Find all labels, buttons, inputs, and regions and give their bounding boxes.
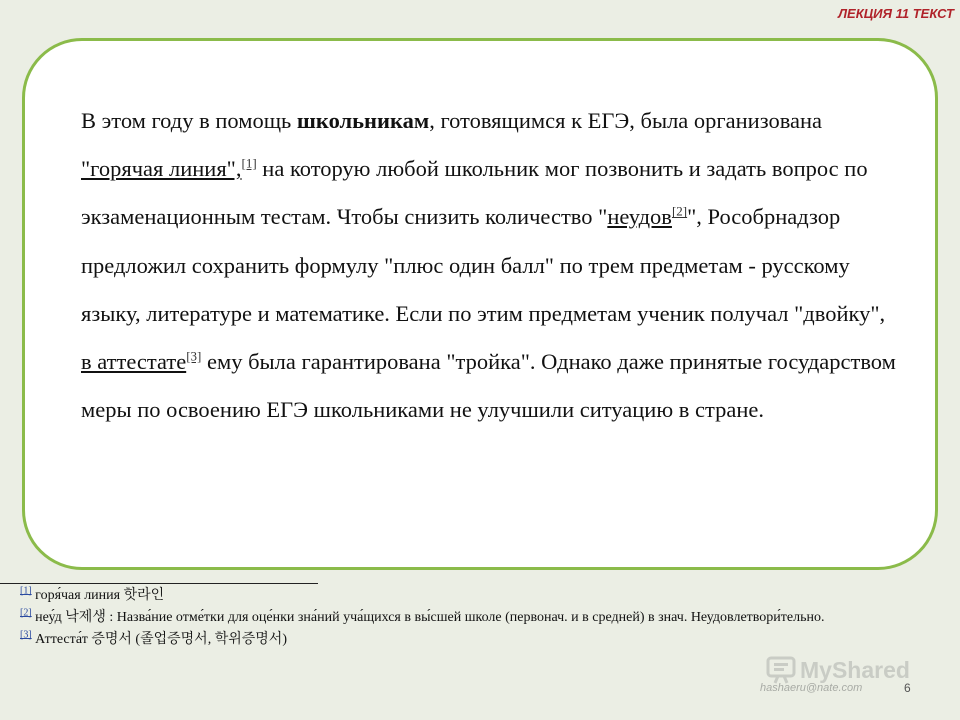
neud-link[interactable]: неудов — [607, 204, 672, 230]
author-email: hashaeru@nate.com — [760, 682, 863, 694]
footnote-ref-3[interactable] — [186, 349, 201, 364]
text-part-4: ", Рособрнадзор предложил сохранить формулу "плюс один балл" по трем предметам - русскому языку, литературе и математике. Если по этим предметам ученик получал "двойку", — [81, 204, 886, 326]
text-part-1: В этом году в помощь — [81, 108, 297, 133]
main-paragraph — [81, 97, 901, 434]
watermark-text: MyShared — [800, 656, 910, 683]
text-part-2: , готовящимся к ЕГЭ, была организована — [429, 108, 823, 133]
footnote-ref-2-link[interactable]: [2] — [671, 203, 688, 219]
text-card — [22, 38, 938, 570]
text-part-5: ему была гарантирована "тройка". Однако даже принятые государством меры по освоению ЕГЭ школьниками не улучшили ситуацию в стране. — [81, 349, 896, 423]
footnote-1-text: горя́чая линия 핫라인 — [31, 588, 165, 603]
footnote-3-anchor[interactable]: [3] — [20, 629, 32, 641]
footnotes — [20, 585, 900, 651]
footnote-3 — [20, 629, 900, 651]
hotline-link[interactable]: "горячая линия", — [81, 156, 242, 182]
footnote-2-anchor[interactable]: [2] — [20, 607, 32, 619]
footnote-ref-2[interactable] — [672, 204, 687, 219]
footnote-ref-1-link[interactable]: [1] — [241, 155, 257, 171]
footnote-1-anchor[interactable]: [1] — [20, 585, 32, 597]
footnote-2-text: неу́д 낙제생 : Назва́ние отме́тки для оце́нки зна́ний уча́щихся в вы́сшей школе (первонач. и в средней) в знач. Неудовлетвори́тельно. — [31, 610, 825, 625]
footnote-ref-1[interactable] — [242, 156, 257, 171]
bold-term: школьникам — [296, 108, 430, 133]
footnote-2 — [20, 607, 900, 629]
myshared-watermark — [766, 656, 910, 684]
footnote-3-text: Аттеста́т 증명서 (졸업증명서, 학위증명서) — [31, 632, 287, 647]
footnote-ref-3-link[interactable]: [3] — [186, 348, 202, 364]
lecture-header: ЛЕКЦИЯ 11 ТЕКСТ — [838, 6, 954, 21]
attestat-link[interactable]: в аттестате — [81, 349, 187, 375]
footnote-divider — [0, 583, 318, 584]
text-part-3: на которую любой школьник мог позвонить и задать вопрос по экзаменационным тестам. Чтобы снизить количество " — [81, 156, 868, 230]
footnote-1 — [20, 585, 900, 607]
page-number: 6 — [904, 681, 911, 695]
presentation-icon — [766, 656, 796, 684]
